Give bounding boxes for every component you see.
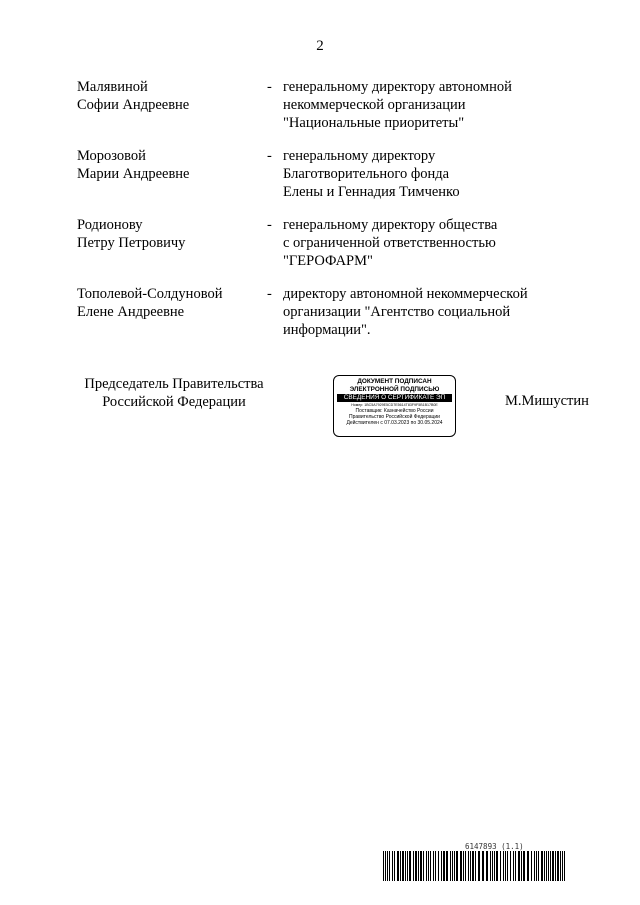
barcode-bar — [430, 851, 431, 881]
barcode-bar — [389, 851, 390, 881]
barcode-bar — [405, 851, 406, 881]
barcode-bar — [428, 851, 429, 881]
position-line: Благотворительного фонда — [283, 166, 450, 182]
barcode-bar — [460, 851, 462, 881]
barcode-bar — [500, 851, 501, 881]
barcode-bar — [394, 851, 395, 881]
barcode-bar — [438, 851, 439, 881]
barcode-bar — [523, 851, 525, 881]
position-line: некоммерческой организации — [283, 97, 466, 113]
barcode-bar — [548, 851, 549, 881]
signatory-title — [70, 375, 278, 411]
stamp-header-line: ЭЛЕКТРОННОЙ ПОДПИСЬЮ — [349, 385, 440, 393]
barcode-bar — [557, 851, 559, 881]
electronic-signature-stamp — [333, 375, 456, 437]
barcode-bar — [470, 851, 471, 881]
position-line: генеральному директору — [283, 148, 436, 164]
barcode-bar — [534, 851, 535, 881]
barcode-bar — [433, 851, 434, 881]
position-line: генеральному директору автономной — [283, 79, 512, 95]
barcode — [383, 851, 566, 881]
recipient-position — [283, 78, 563, 132]
position-line: с ограниченной ответственностью — [283, 235, 496, 251]
position-line: "Национальные приоритеты" — [283, 115, 465, 131]
barcode-bar — [397, 851, 399, 881]
barcode-bar — [544, 851, 545, 881]
name-line: Малявиной — [77, 79, 148, 95]
barcode-bar — [494, 851, 495, 881]
name-line: Елене Андреевне — [77, 304, 185, 320]
barcode-bar — [518, 851, 520, 881]
barcode-bar — [546, 851, 547, 881]
barcode-bar — [402, 851, 404, 881]
barcode-bar — [472, 851, 474, 881]
barcode-bar — [465, 851, 466, 881]
barcode-bar — [475, 851, 476, 881]
stamp-issuer: Поставщик: Казначейство России — [355, 408, 434, 414]
barcode-bar — [527, 851, 529, 881]
barcode-bar — [507, 851, 508, 881]
barcode-bar — [550, 851, 551, 881]
recipient-name — [77, 78, 262, 114]
barcode-bar — [420, 851, 422, 881]
dash: - — [267, 79, 272, 95]
barcode-bar — [496, 851, 498, 881]
barcode-bar — [531, 851, 532, 881]
barcode-bar — [505, 851, 506, 881]
barcode-bar — [503, 851, 504, 881]
position-line: организации "Агентство социальной — [283, 304, 511, 320]
recipient-name — [77, 147, 262, 183]
name-line: Морозовой — [77, 148, 146, 164]
name-line: Марии Андреевне — [77, 166, 190, 182]
barcode-bar — [454, 851, 455, 881]
position-line: директору автономной некоммерческой — [283, 286, 528, 302]
barcode-bar — [562, 851, 563, 881]
position-line: "ГЕРОФАРМ" — [283, 253, 373, 269]
barcode-bar — [446, 851, 448, 881]
barcode-bar — [521, 851, 522, 881]
position-line: информации". — [283, 322, 371, 338]
barcode-bar — [441, 851, 442, 881]
dash: - — [267, 217, 272, 233]
barcode-bar — [413, 851, 414, 881]
barcode-bar — [555, 851, 556, 881]
name-line: Родионову — [77, 217, 143, 233]
signatory-title-line: Председатель Правительства — [84, 376, 264, 392]
barcode-bar — [492, 851, 493, 881]
name-line: Петру Петровичу — [77, 235, 186, 251]
barcode-bar — [468, 851, 469, 881]
barcode-bar — [385, 851, 386, 881]
document-code: 6147893 (1.1) — [465, 842, 524, 851]
position-line: Елены и Геннадия Тимченко — [283, 184, 460, 200]
barcode-bar — [418, 851, 419, 881]
recipient-position — [283, 147, 563, 201]
barcode-bar — [435, 851, 436, 881]
barcode-bar — [486, 851, 488, 881]
barcode-bar — [536, 851, 537, 881]
recipient-name — [77, 216, 262, 252]
barcode-bar — [415, 851, 417, 881]
recipient-name — [77, 285, 262, 321]
barcode-bar — [383, 851, 384, 881]
barcode-bar — [400, 851, 401, 881]
signatory-title-line: Российской Федерации — [102, 394, 246, 410]
name-line: Тополевой-Солдуновой — [77, 286, 223, 302]
barcode-bar — [552, 851, 554, 881]
barcode-bar — [510, 851, 511, 881]
barcode-bar — [407, 851, 408, 881]
barcode-bar — [482, 851, 484, 881]
barcode-bar — [387, 851, 388, 881]
name-line: Софии Андреевне — [77, 97, 190, 113]
stamp-certificate-band: СВЕДЕНИЯ О СЕРТИФИКАТЕ ЭП — [337, 394, 452, 402]
barcode-bar — [443, 851, 445, 881]
barcode-bar — [426, 851, 427, 881]
barcode-bar — [560, 851, 561, 881]
dash: - — [267, 148, 272, 164]
recipient-position — [283, 216, 563, 270]
barcode-bar — [392, 851, 393, 881]
barcode-bar — [452, 851, 453, 881]
barcode-bar — [538, 851, 539, 881]
barcode-bar — [490, 851, 491, 881]
signer-name: М.Мишустин — [505, 393, 589, 409]
stamp-validity: Действителен с 07.03.2023 по 30.05.2024 — [346, 420, 443, 427]
stamp-certificate-number: Номер: 1BC5A7929E5CD7E5614T83F9F5B1B17B0E — [351, 403, 438, 407]
recipient-position — [283, 285, 563, 339]
barcode-bar — [463, 851, 464, 881]
position-line: генеральному директору общества — [283, 217, 498, 233]
stamp-header — [334, 378, 455, 393]
barcode-bar — [478, 851, 480, 881]
barcode-bar — [423, 851, 424, 881]
barcode-bar — [409, 851, 411, 881]
page-number: 2 — [316, 38, 324, 54]
barcode-bar — [515, 851, 516, 881]
stamp-owner: Правительство Российской Федерации — [349, 414, 440, 421]
dash: - — [267, 286, 272, 302]
barcode-bar — [456, 851, 458, 881]
stamp-header-line: ДОКУМЕНТ ПОДПИСАН — [357, 378, 432, 385]
barcode-bar — [541, 851, 543, 881]
barcode-bar — [564, 851, 565, 881]
barcode-bar — [450, 851, 451, 881]
barcode-bar — [513, 851, 514, 881]
